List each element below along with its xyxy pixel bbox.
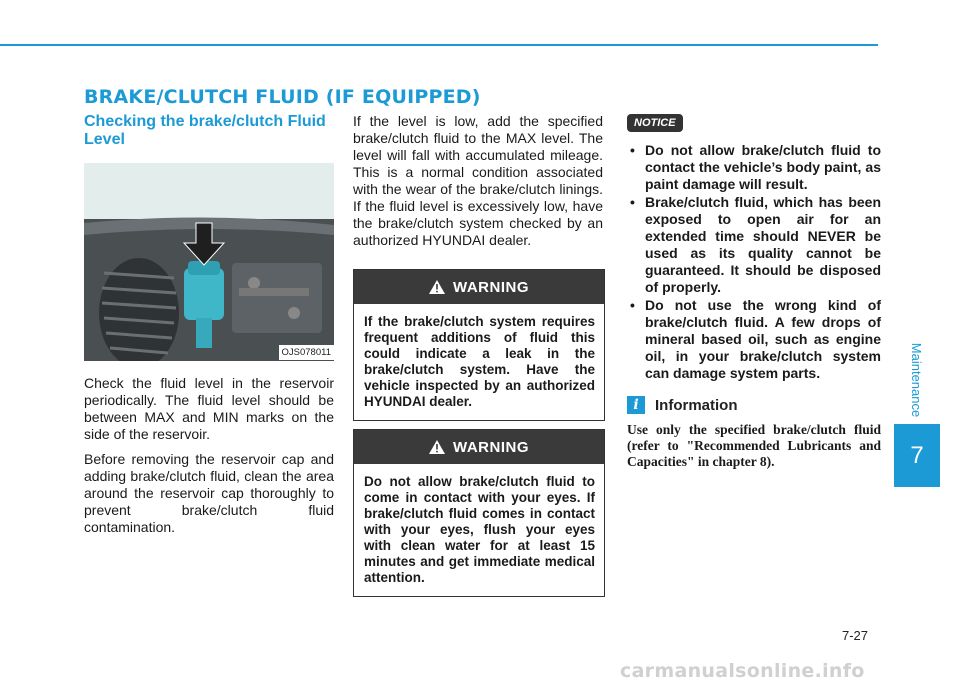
info-icon: i <box>627 396 645 414</box>
warning-triangle-icon <box>429 440 445 454</box>
warning-label: WARNING <box>453 278 529 296</box>
list-item: • Do not allow brake/clutch fluid to contact the vehicle’s body paint, as paint damage will result. <box>627 142 881 193</box>
warning-triangle-icon <box>429 280 445 294</box>
list-item: • Do not use the wrong kind of brake/clutch fluid. A few drops of mineral based oil, such as engine oil, in your brake/clutch system can damage system parts. <box>627 297 881 382</box>
section-title: BRAKE/CLUTCH FLUID (IF EQUIPPED) <box>84 86 481 108</box>
notice-list <box>627 142 881 382</box>
side-tab-label: Maintenance <box>909 342 925 418</box>
warning-box-2 <box>353 429 605 597</box>
warning-label: WARNING <box>453 438 529 456</box>
column-2 <box>353 113 603 257</box>
image-caption: OJS078011 <box>279 345 334 360</box>
reservoir-photo <box>84 163 334 361</box>
warning-header <box>354 430 604 464</box>
notice-badge: NOTICE <box>627 114 683 132</box>
watermark: carmanualsonline.info <box>620 660 865 682</box>
warning-text: If the brake/clutch system requires frequent additions of fluid this could indicate a leak in the brake/clutch system. Have the vehicle inspected by an authorized HYUNDAI dealer. <box>364 314 595 409</box>
chapter-tab: 7 <box>894 424 940 487</box>
information-title: Information <box>655 396 738 414</box>
top-rule <box>0 44 878 46</box>
paragraph: If the level is low, add the specified brake/clutch fluid to the MAX level. The level will fall with accumulated mileage. This is a normal condition associated with the wear of the brake/clutch linings. If the fluid level is excessively low, have the brake/clutch system checked by an authorized HYUNDAI dealer. <box>353 113 603 248</box>
information-text: Use only the specified brake/clutch fluid (refer to "Recommended Lubricants and Capacities" in chapter 8). <box>627 422 881 469</box>
information-header <box>627 396 881 414</box>
paragraph: Check the fluid level in the reservoir periodically. The fluid level should be between MAX and MIN marks on the side of the reservoir. <box>84 375 334 442</box>
page-number: 7-27 <box>842 628 869 643</box>
column-3 <box>627 113 881 470</box>
warning-header <box>354 270 604 304</box>
engine-bay-illustration <box>84 163 334 361</box>
list-item: • Brake/clutch fluid, which has been exposed to open air for an extended time should NEVER be used as its quality cannot be guaranteed. It should be disposed of properly. <box>627 194 881 296</box>
warning-box-1 <box>353 269 605 421</box>
warning-text: Do not allow brake/clutch fluid to come in contact with your eyes. If brake/clutch fluid comes in contact with your eyes, flush your eyes with clean water for at least 15 minutes and get immediate medical attention. <box>364 474 595 585</box>
column-1 <box>84 113 334 544</box>
subheading: Checking the brake/clutch Fluid Level <box>84 113 326 148</box>
paragraph: Before removing the reservoir cap and adding brake/clutch fluid, clean the area around the reservoir cap thoroughly to prevent brake/clutch fluid contamination. <box>84 451 334 535</box>
